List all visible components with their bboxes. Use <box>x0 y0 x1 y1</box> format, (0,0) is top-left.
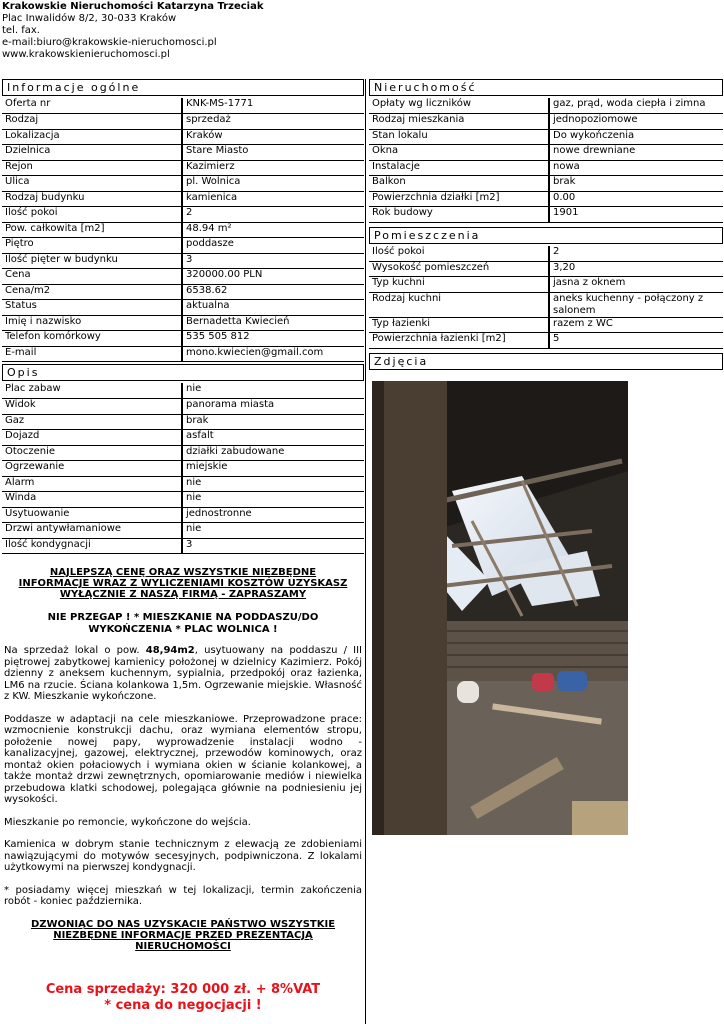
property-value: 0.00 <box>549 191 723 207</box>
description-value: asfalt <box>182 430 364 446</box>
rooms-row <box>369 317 723 333</box>
property-value: 1901 <box>549 207 723 223</box>
description-paragraph-5: * posiadamy więcej mieszkań w tej lokalizacji, termin zakończenia robót - koniec października. <box>4 884 362 907</box>
description-row <box>2 430 364 446</box>
description-label: Ilość kondygnacji <box>2 538 182 554</box>
general-row <box>2 207 364 223</box>
property-value: brak <box>549 176 723 192</box>
general-label: Ilość pokoi <box>2 207 182 223</box>
agency-website: www.krakowskienieruchomosci.pl <box>2 49 170 60</box>
general-label: Cena/m2 <box>2 284 182 300</box>
description-table <box>2 383 364 554</box>
description-label: Ogrzewanie <box>2 461 182 477</box>
description-label: Drzwi antywłamaniowe <box>2 523 182 539</box>
property-photo[interactable] <box>372 381 628 835</box>
description-value: nie <box>182 523 364 539</box>
general-label: E-mail <box>2 346 182 362</box>
description-label: Otoczenie <box>2 445 182 461</box>
rooms-row <box>369 246 723 262</box>
description-label: Usytuowanie <box>2 507 182 523</box>
general-value: aktualna <box>182 300 364 316</box>
general-value: Stare Miasto <box>182 145 364 161</box>
description-row <box>2 461 364 477</box>
right-column <box>369 79 723 372</box>
general-value: poddasze <box>182 238 364 254</box>
description-row <box>2 445 364 461</box>
description-paragraph-3: Mieszkanie po remoncie, wykończone do wejścia. <box>4 816 251 828</box>
section-rooms-title: Pomieszczenia <box>369 227 723 244</box>
property-label: Okna <box>369 145 549 161</box>
general-row <box>2 253 364 269</box>
description-label: Alarm <box>2 476 182 492</box>
general-label: Dzielnica <box>2 145 182 161</box>
general-label: Pow. całkowita [m2] <box>2 222 182 238</box>
general-label: Status <box>2 300 182 316</box>
property-label: Stan lokalu <box>369 129 549 145</box>
description-label: Gaz <box>2 414 182 430</box>
property-table <box>369 98 723 223</box>
agency-header <box>2 1 264 61</box>
notice-call-us: DZWONIĄC DO NAS UZYSKACIE PAŃSTWO WSZYSTKIE NIEZBĘDNE INFORMACJE PRZED PREZENTACJĄ NIERUCHOMOŚCI <box>30 918 336 952</box>
property-row <box>369 160 723 176</box>
general-value: 2 <box>182 207 364 223</box>
description-row <box>2 414 364 430</box>
general-row <box>2 176 364 192</box>
property-row <box>369 191 723 207</box>
general-row <box>2 269 364 285</box>
rooms-value: 5 <box>549 333 723 349</box>
rooms-row <box>369 261 723 277</box>
description-value: nie <box>182 492 364 508</box>
description-paragraph-2: Poddasze w adaptacji na cele mieszkaniowe. Przeprowadzone prace: wzmocnienie konstrukcji dachu, oraz wymiana elementów stropu, położenie nowej papy, wyprowadzenie instalacji wodno - kanalizacyjnej, gazowej, elektrycznej, przewodów kominowych, oraz montaż okien połaciowych i wymiana okien w ścianie kolankowej, a także montaż drzwi zewnętrznych, opomiarowanie mediów i niewielka przebudowa klatki schodowej, polegająca głównie na podniesieniu jej wysokości. <box>4 713 362 805</box>
general-label: Telefon komórkowy <box>2 331 182 347</box>
column-divider <box>365 79 366 1024</box>
description-value: brak <box>182 414 364 430</box>
rooms-label: Rodzaj kuchni <box>369 292 549 317</box>
description-value: działki zabudowane <box>182 445 364 461</box>
property-row <box>369 207 723 223</box>
description-row <box>2 383 364 399</box>
property-row <box>369 145 723 161</box>
description-row <box>2 507 364 523</box>
property-label: Instalacje <box>369 160 549 176</box>
description-value: 3 <box>182 538 364 554</box>
general-label: Ilość pięter w budynku <box>2 253 182 269</box>
description-value: miejskie <box>182 461 364 477</box>
general-row <box>2 145 364 161</box>
general-row <box>2 331 364 347</box>
price-line: Cena sprzedaży: 320 000 zł. + 8%VAT <box>45 981 321 997</box>
agency-phone: tel. fax. <box>2 25 40 36</box>
rooms-label: Typ łazienki <box>369 317 549 333</box>
description-label: Widok <box>2 399 182 415</box>
section-photos-title: Zdjęcia <box>369 353 723 370</box>
agency-address: Plac Inwalidów 8/2, 30-033 Kraków <box>2 13 177 24</box>
property-row <box>369 98 723 114</box>
property-value: gaz, prąd, woda ciepła i zimna <box>549 98 723 114</box>
rooms-label: Powierzchnia łazienki [m2] <box>369 333 549 349</box>
property-label: Powierzchnia działki [m2] <box>369 191 549 207</box>
description-paragraph-1: Na sprzedaż lokal o pow. 48,94m2, usytuowany na poddaszu / III piętrowej zabytkowej kamienicy położonej w dzielnicy Kazimierz. Pokój dzienny z aneksem kuchennym, sypialnia, przedpokój oraz łazienka, LM6 na rzucie. Ściana kolankowa 1,5m. Ogrzewanie miejskie. Własność z KW. Mieszkanie wykończone. <box>4 645 362 702</box>
description-label: Plac zabaw <box>2 383 182 399</box>
general-row <box>2 284 364 300</box>
description-row <box>2 399 364 415</box>
general-row <box>2 238 364 254</box>
general-value: Kraków <box>182 129 364 145</box>
description-paragraph-4: Kamienica w dobrym stanie technicznym z elewacją ze zdobieniami nawiązującymi do motywów secesyjnych, podpiwniczona. Z lokalami użytkowymi na pierwszej kondygnacji. <box>4 839 362 873</box>
rooms-value: 3,20 <box>549 261 723 277</box>
rooms-value: aneks kuchenny - połączony z salonem <box>549 292 723 317</box>
property-value: jednopoziomowe <box>549 114 723 130</box>
general-value: 320000.00 PLN <box>182 269 364 285</box>
property-label: Balkon <box>369 176 549 192</box>
general-label: Ulica <box>2 176 182 192</box>
general-row <box>2 129 364 145</box>
general-row <box>2 346 364 362</box>
general-row <box>2 114 364 130</box>
general-value: Bernadetta Kwiecień <box>182 315 364 331</box>
rooms-table <box>369 246 723 349</box>
general-value: mono.kwiecien@gmail.com <box>182 346 364 362</box>
section-description-title: Opis <box>2 364 364 381</box>
section-property-title: Nieruchomość <box>369 79 723 96</box>
general-row <box>2 160 364 176</box>
general-label: Cena <box>2 269 182 285</box>
general-value: pl. Wolnica <box>182 176 364 192</box>
section-general-title: Informacje ogólne <box>2 79 364 96</box>
general-row <box>2 98 364 114</box>
rooms-row <box>369 277 723 293</box>
property-label: Opłaty wg liczników <box>369 98 549 114</box>
rooms-label: Typ kuchni <box>369 277 549 293</box>
description-label: Winda <box>2 492 182 508</box>
rooms-label: Wysokość pomieszczeń <box>369 261 549 277</box>
description-row <box>2 492 364 508</box>
description-value: nie <box>182 476 364 492</box>
property-label: Rodzaj mieszkania <box>369 114 549 130</box>
property-row <box>369 114 723 130</box>
price-negotiable: * cena do negocjacji ! <box>104 997 262 1013</box>
attic-photo-illustration <box>372 381 628 835</box>
description-value: nie <box>182 383 364 399</box>
general-row <box>2 300 364 316</box>
general-value: 48.94 m² <box>182 222 364 238</box>
property-value: nowa <box>549 160 723 176</box>
general-row <box>2 191 364 207</box>
general-label: Imię i nazwisko <box>2 315 182 331</box>
general-table <box>2 98 364 362</box>
rooms-value: jasna z oknem <box>549 277 723 293</box>
rooms-row <box>369 333 723 349</box>
left-column <box>2 79 364 1014</box>
general-label: Rodzaj <box>2 114 182 130</box>
rooms-label: Ilość pokoi <box>369 246 549 262</box>
general-row <box>2 315 364 331</box>
agency-email: e-mail:biuro@krakowskie-nieruchomosci.pl <box>2 37 217 48</box>
general-label: Rodzaj budynku <box>2 191 182 207</box>
general-value: Kazimierz <box>182 160 364 176</box>
general-row <box>2 222 364 238</box>
description-row <box>2 476 364 492</box>
rooms-value: razem z WC <box>549 317 723 333</box>
property-label: Rok budowy <box>369 207 549 223</box>
description-value: jednostronne <box>182 507 364 523</box>
general-label: Piętro <box>2 238 182 254</box>
general-value: 3 <box>182 253 364 269</box>
general-label: Lokalizacja <box>2 129 182 145</box>
property-row <box>369 129 723 145</box>
description-row <box>2 538 364 554</box>
property-row <box>369 176 723 192</box>
description-row <box>2 523 364 539</box>
general-value: 6538.62 <box>182 284 364 300</box>
general-label: Oferta nr <box>2 98 182 114</box>
rooms-value: 2 <box>549 246 723 262</box>
general-value: KNK-MS-1771 <box>182 98 364 114</box>
notice-best-price: NAJLEPSZĄ CENĘ ORAZ WSZYSTKIE NIEZBĘDNE INFORMACJE WRAZ Z WYLICZENIAMI KOSZTÓW UZYSKASZ WYŁĄCZNIE Z NASZĄ FIRMĄ - ZAPRASZAMY <box>18 567 348 600</box>
rooms-row <box>369 292 723 317</box>
description-label: Dojazd <box>2 430 182 446</box>
general-label: Rejon <box>2 160 182 176</box>
general-value: 535 505 812 <box>182 331 364 347</box>
general-value: sprzedaż <box>182 114 364 130</box>
property-value: Do wykończenia <box>549 129 723 145</box>
description-value: panorama miasta <box>182 399 364 415</box>
listing-headline: NIE PRZEGAP ! * MIESZKANIE NA PODDASZU/DO WYKOŃCZENIA * PLAC WOLNICA ! <box>47 612 319 635</box>
agency-name: Krakowskie Nieruchomości Katarzyna Trzeciak <box>2 1 264 12</box>
general-value: kamienica <box>182 191 364 207</box>
property-value: nowe drewniane <box>549 145 723 161</box>
